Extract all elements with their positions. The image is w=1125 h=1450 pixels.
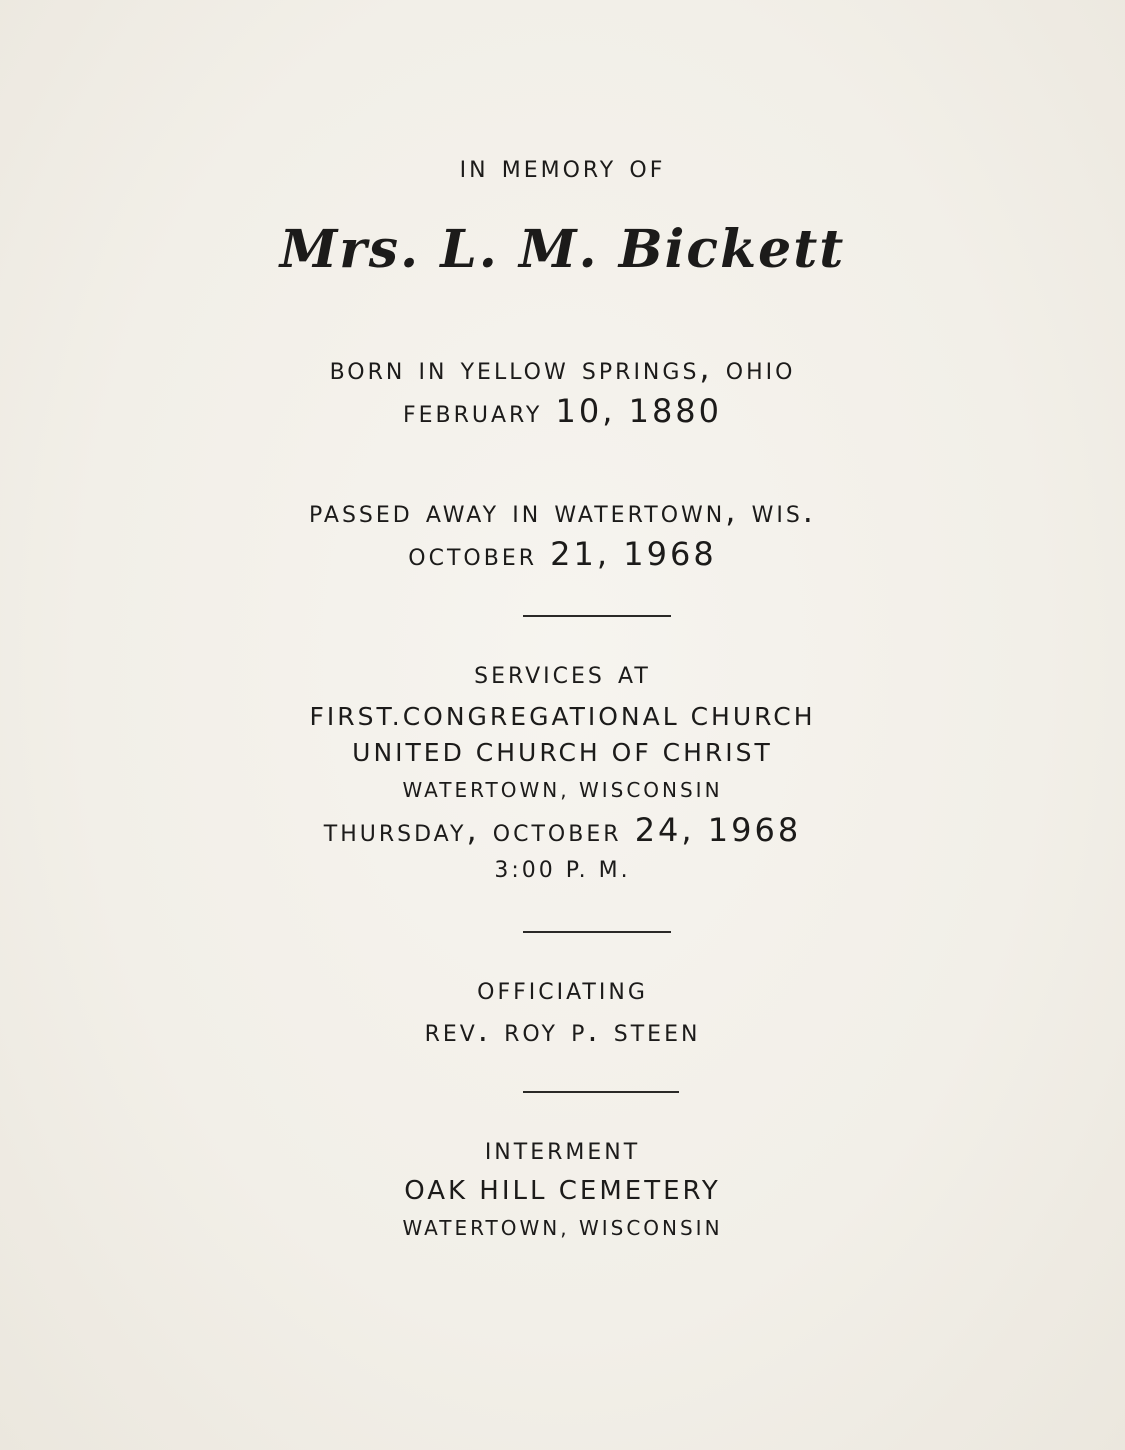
services-time: 3:00 P. M. — [494, 858, 631, 883]
death-place: passed away in watertown, wis. — [309, 492, 816, 530]
church-name-line1: FIRST.CONGREGATIONAL CHURCH — [309, 702, 816, 731]
church-name-line2: UNITED CHURCH OF CHRIST — [352, 738, 773, 767]
birth-place: born in yellow springs, ohio — [329, 349, 796, 387]
divider-rule — [523, 931, 671, 933]
deceased-name: Mrs. L. M. Bickett — [279, 219, 846, 280]
services-date: thursday, october 24, 1968 — [323, 811, 802, 849]
officiant-name: rev. roy p. steen — [424, 1011, 701, 1049]
cemetery-name: OAK HILL CEMETERY — [404, 1176, 721, 1206]
services-heading: services at — [474, 653, 651, 691]
heading-in-memory-of: in memory of — [459, 147, 666, 185]
interment-city: WATERTOWN, WISCONSIN — [402, 1216, 723, 1240]
interment-heading: interment — [484, 1129, 641, 1167]
birth-date: february 10, 1880 — [402, 392, 723, 430]
services-city: WATERTOWN, WISCONSIN — [402, 778, 723, 802]
officiating-heading: officiating — [477, 969, 648, 1007]
death-date: october 21, 1968 — [408, 535, 717, 573]
divider-rule — [523, 615, 671, 617]
divider-rule — [523, 1091, 679, 1093]
